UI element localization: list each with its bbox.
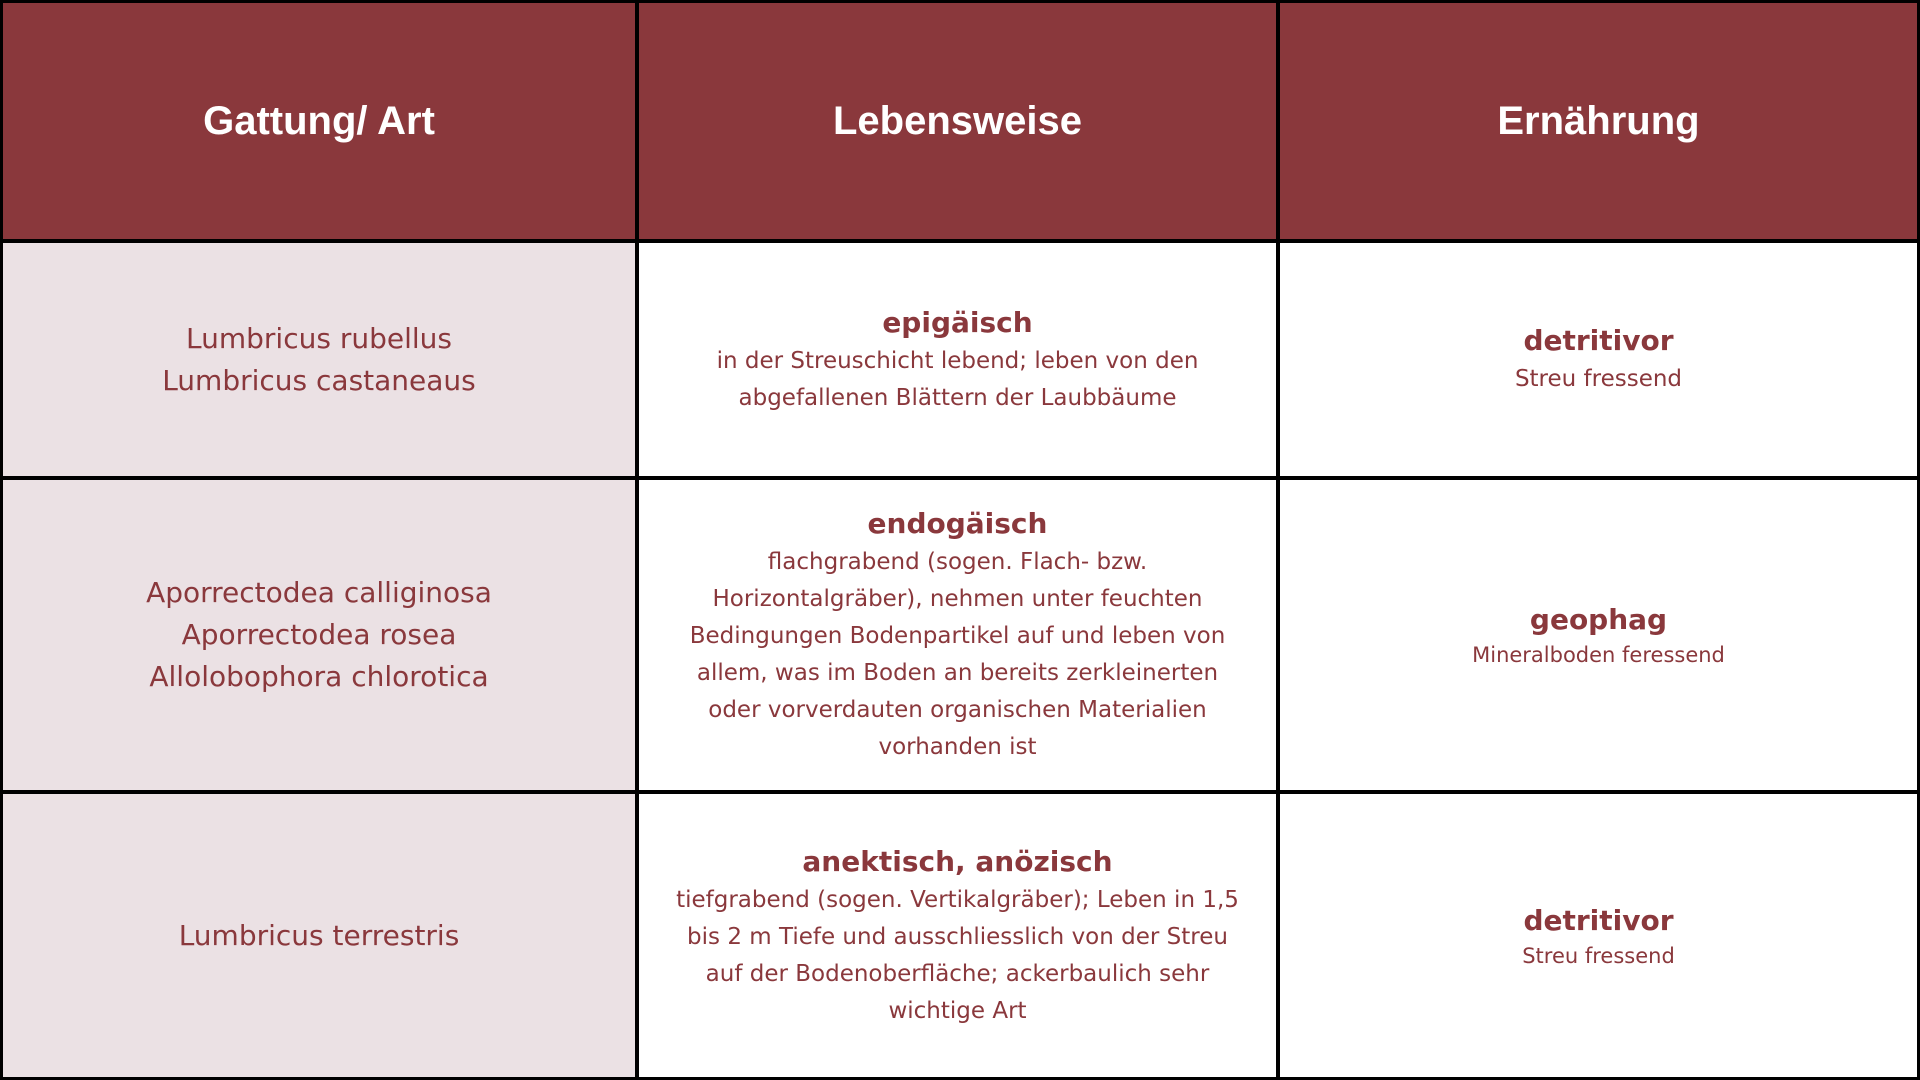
diet-cell-endogeic [1280,480,1917,790]
lifestyle-description-line: vorhanden ist [878,734,1037,760]
diet-cell-epigeic [1280,243,1917,476]
diet-description: Streu fressend [1514,366,1683,392]
species-cell-epigeic [3,243,635,476]
species-name: Allolobophora chlorotica [149,660,489,693]
species-name: Aporrectodea rosea [181,618,457,651]
lifestyle-description-line: tiefgrabend (sogen. Vertikalgräber); Leben in 1,5 [676,886,1239,913]
lifestyle-description-line: in der Streuschicht lebend; leben von den [716,347,1199,374]
header-diet [1280,3,1917,239]
lifestyle-description-line: abgefallenen Blättern der Laubbäume [738,384,1177,411]
header-genus-species-label: Gattung/ Art [203,98,435,143]
lifestyle-cell-epigeic [639,243,1276,476]
header-lifestyle [639,3,1276,239]
lifestyle-description-line: Horizontalgräber), nehmen unter feuchten [712,586,1203,612]
lifestyle-description-line: wichtige Art [888,997,1027,1024]
lifestyle-term: epigäisch [882,305,1033,339]
diet-description: Mineralboden feressend [1472,643,1725,667]
diet-term: detritivor [1523,903,1674,937]
species-cell-endogeic [3,480,635,790]
lifestyle-description-line: auf der Bodenoberfläche; ackerbaulich sehr [705,960,1210,987]
species-name: Lumbricus castaneaus [162,363,476,397]
lifestyle-description-line: flachgrabend (sogen. Flach- bzw. [767,549,1148,575]
lifestyle-term: endogäisch [867,507,1048,540]
header-genus-species [3,3,635,239]
lifestyle-cell-anecic [639,794,1276,1077]
lifestyle-description-line: allem, was im Boden an bereits zerkleinerten [696,660,1219,686]
species-name: Lumbricus terrestris [178,918,460,952]
species-cell-anecic [3,794,635,1077]
lifestyle-description-line: Bedingungen Bodenpartikel auf und leben von [689,623,1226,649]
lifestyle-description-line: oder vorverdauten organischen Materialien [708,697,1207,723]
diet-term: geophag [1529,603,1668,636]
lifestyle-term: anektisch, anözisch [802,844,1113,878]
diet-term: detritivor [1523,324,1674,357]
species-name: Lumbricus rubellus [186,321,452,355]
species-name: Aporrectodea calliginosa [146,576,492,609]
header-diet-label: Ernährung [1497,98,1700,143]
diet-description: Streu fressend [1522,943,1675,968]
lifestyle-cell-endogeic [639,480,1276,790]
header-lifestyle-label: Lebensweise [832,98,1082,143]
diet-cell-anecic [1280,794,1917,1077]
lifestyle-description-line: bis 2 m Tiefe und ausschliesslich von der Streu [687,923,1228,950]
